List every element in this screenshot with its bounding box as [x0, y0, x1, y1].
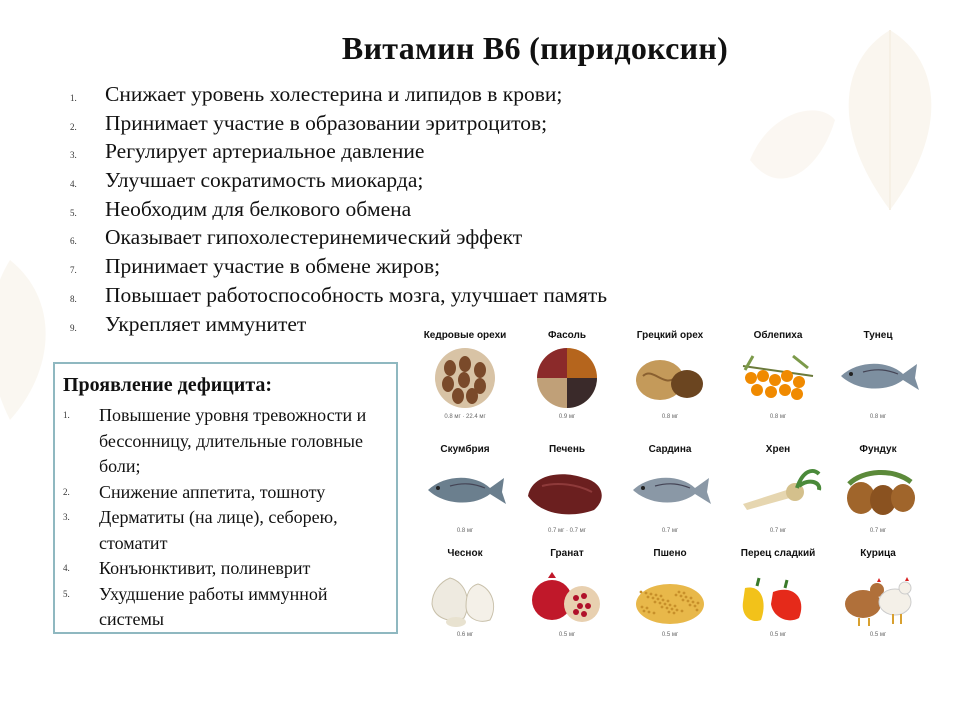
food-name: Скумбрия	[440, 444, 490, 455]
food-item	[728, 548, 828, 653]
sardine-icon	[620, 460, 720, 526]
food-name: Пшено	[653, 548, 687, 559]
food-item	[828, 444, 928, 549]
food-item	[828, 548, 928, 653]
leaf-decoration-icon	[0, 250, 60, 430]
food-amount: 0.7 мг · 0.7 мг	[548, 528, 586, 534]
beans-icon	[517, 346, 617, 412]
food-amount: 0.5 мг	[661, 632, 679, 638]
food-name: Фундук	[859, 444, 897, 455]
food-amount: 0.8 мг	[661, 414, 679, 420]
list-item-text: Регулирует артериальное давление	[105, 139, 425, 164]
list-item: 5. Ухудшение работы иммунной системы	[63, 582, 388, 633]
mackerel-icon	[415, 460, 515, 526]
list-item-text: Снижает уровень холестерина и липидов в крови;	[105, 82, 563, 106]
hazelnut-icon	[828, 460, 928, 526]
horseradish-icon	[728, 460, 828, 526]
list-item-text: Необходим для белкового обмена	[105, 196, 412, 221]
list-item-text: Оказывает гипохолестеринемический эффект	[105, 225, 523, 250]
food-name: Чеснок	[447, 548, 483, 559]
garlic-icon	[415, 564, 515, 630]
food-name: Грецкий орех	[636, 330, 704, 341]
food-item	[517, 330, 617, 435]
food-name: Сардина	[648, 444, 692, 455]
list-item-text: Повышает работоспособность мозга, улучшает память	[105, 282, 608, 307]
list-item: 6. Оказывает гипохолестеринемический эффект	[70, 225, 523, 250]
sweet-pepper-icon	[728, 564, 828, 630]
food-item	[415, 548, 515, 653]
tuna-icon	[828, 346, 928, 412]
food-item	[620, 330, 720, 435]
list-item: 2. Принимает участие в образовании эритроцитов;	[70, 110, 548, 135]
list-item: 4. Улучшает сократимость миокарда;	[70, 168, 424, 193]
food-amount: 0.5 мг	[558, 632, 576, 638]
pine-nuts-icon	[415, 346, 515, 412]
list-item: 3. Регулирует артериальное давление	[70, 139, 425, 164]
food-item	[415, 444, 515, 549]
food-item	[728, 444, 828, 549]
food-item	[517, 548, 617, 653]
food-amount: 0.8 мг	[769, 414, 787, 420]
list-item: 5. Необходим для белкового обмена	[70, 196, 412, 221]
list-item-text: Конъюнктивит, полиневрит	[99, 558, 311, 578]
food-item	[728, 330, 828, 435]
food-item	[828, 330, 928, 435]
list-item-text: Принимает участие в образовании эритроцитов;	[105, 110, 548, 135]
list-item: 1. Снижает уровень холестерина и липидов в крови;	[70, 82, 563, 106]
food-name: Кедровые орехи	[423, 330, 507, 341]
leaf-decoration-icon	[740, 100, 840, 210]
food-name: Хрен	[765, 444, 791, 455]
list-item-text: Улучшает сократимость миокарда;	[105, 168, 424, 193]
list-item-text: Принимает участие в обмене жиров;	[105, 254, 441, 279]
chicken-icon	[828, 564, 928, 630]
food-amount: 0.5 мг	[769, 632, 787, 638]
list-item: 1. Повышение уровня тревожности и бессонницу, длительные головные боли;	[63, 403, 388, 480]
food-name: Облепиха	[753, 330, 803, 341]
walnut-icon	[620, 346, 720, 412]
food-amount: 0.5 мг	[869, 632, 887, 638]
food-sources-grid	[410, 330, 920, 665]
food-name: Печень	[548, 444, 586, 455]
list-item: 3. Дерматиты (на лице), себорею, стоматит	[63, 505, 388, 556]
food-amount: 0.8 мг	[456, 528, 474, 534]
list-item-text: Укрепляет иммунитет	[105, 311, 307, 336]
food-amount: 0.8 мг · 22.4 мг	[444, 414, 486, 420]
list-item-text: Снижение аппетита, тошноту	[99, 481, 326, 502]
list-item: 7. Принимает участие в обмене жиров;	[70, 254, 441, 279]
food-amount: 0.7 мг	[869, 528, 887, 534]
pomegranate-icon	[517, 564, 617, 630]
list-item: 2. Снижение аппетита, тошноту	[63, 480, 388, 506]
food-amount: 0.7 мг	[769, 528, 787, 534]
list-item: 4. Конъюнктивит, полиневрит	[63, 556, 388, 582]
liver-icon	[517, 460, 617, 526]
sea-buckthorn-icon	[728, 346, 828, 412]
food-name: Перец сладкий	[740, 548, 816, 559]
food-name: Курица	[860, 548, 896, 559]
food-item	[620, 444, 720, 549]
food-item	[517, 444, 617, 549]
food-amount: 0.8 мг	[869, 414, 887, 420]
list-item: 9. Укрепляет иммунитет	[70, 311, 307, 336]
food-name: Гранат	[550, 548, 584, 559]
food-item	[620, 548, 720, 653]
food-amount: 0.9 мг	[558, 414, 576, 420]
list-item-text: Дерматиты (на лице), себорею, стоматит	[99, 507, 338, 553]
food-item	[415, 330, 515, 435]
deficiency-box	[53, 362, 398, 634]
food-amount: 0.7 мг	[661, 528, 679, 534]
deficiency-list	[63, 403, 388, 633]
list-item: 8. Повышает работоспособность мозга, улучшает память	[70, 282, 608, 307]
millet-icon	[620, 564, 720, 630]
food-amount: 0.6 мг	[456, 632, 474, 638]
page-title: Витамин В6 (пиридоксин)	[341, 30, 729, 66]
properties-list	[70, 82, 607, 340]
deficiency-title: Проявление дефицита:	[63, 374, 273, 396]
list-item-text: Ухудшение работы иммунной системы	[99, 583, 328, 629]
food-name: Фасоль	[547, 330, 587, 341]
list-item-text: Повышение уровня тревожности и бессонницу, длительные головные боли;	[99, 405, 367, 476]
food-name: Тунец	[863, 330, 893, 341]
